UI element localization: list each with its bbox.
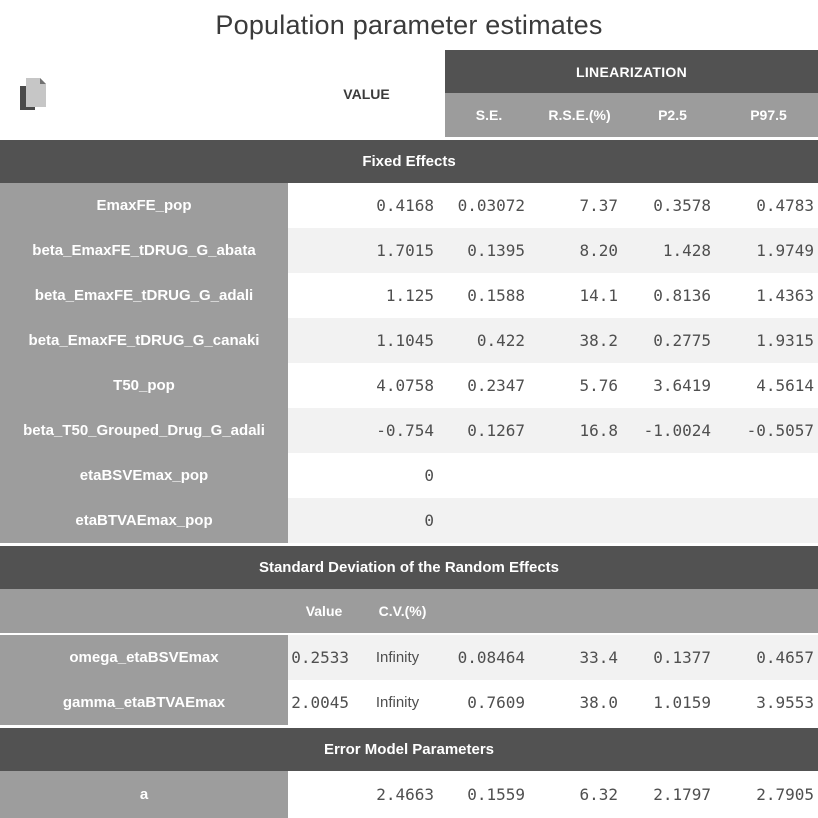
cell-se: 0.1559	[467, 785, 525, 804]
table-row	[0, 453, 818, 498]
cell-p975	[719, 498, 818, 543]
cell-p25	[626, 498, 719, 543]
cell-p25	[626, 453, 719, 498]
cell-value: 0.4168	[376, 196, 434, 215]
cell-p25: 0.8136	[653, 286, 711, 305]
cell-p25: 3.6419	[653, 376, 711, 395]
cell-p975: 0.4657	[756, 648, 814, 667]
cell-p25: 1.0159	[653, 693, 711, 712]
parameter-name: omega_etaBSVEmax	[0, 635, 288, 680]
cell-cv: Infinity	[375, 649, 420, 666]
cell-se: 0.7609	[467, 693, 525, 712]
cell-p25: -1.0024	[643, 421, 711, 440]
cell-se: 0.1267	[467, 421, 525, 440]
cell-p25: 0.2775	[653, 331, 711, 350]
table-row	[0, 498, 818, 543]
cell-p975: 3.9553	[756, 693, 814, 712]
cell-value: 0.2533	[291, 648, 349, 667]
title-bar	[0, 0, 818, 50]
cell-se: 0.03072	[457, 196, 525, 215]
table-row	[0, 408, 818, 453]
cell-se: 0.422	[476, 331, 525, 350]
column-header-p97.5: P97.5	[750, 107, 787, 123]
table-row	[0, 680, 818, 725]
cell-rse: 7.37	[579, 196, 618, 215]
table-row	[0, 771, 818, 818]
cell-rse	[533, 453, 626, 498]
column-header-r.s.e.: R.S.E.(%)	[548, 107, 611, 123]
cell-rse: 38.0	[579, 693, 618, 712]
parameter-name: beta_T50_Grouped_Drug_G_adali	[0, 408, 288, 453]
cell-value: 2.0045	[291, 693, 349, 712]
cell-se: 0.1395	[467, 241, 525, 260]
parameter-name: gamma_etaBTVAEmax	[0, 680, 288, 725]
column-header-value-sub: Value	[305, 603, 343, 619]
header-corner	[0, 50, 288, 137]
copy-icon-glyph	[18, 76, 48, 114]
cell-value: 1.7015	[376, 241, 434, 260]
subheader-spacer	[0, 589, 288, 633]
cell-p975: 1.9315	[756, 331, 814, 350]
cell-rse: 16.8	[579, 421, 618, 440]
cell-p25: 0.3578	[653, 196, 711, 215]
cell-cv: Infinity	[375, 694, 420, 711]
cell-p975: -0.5057	[746, 421, 814, 440]
cell-rse: 6.32	[579, 785, 618, 804]
cell-p975: 4.5614	[756, 376, 814, 395]
table-row	[0, 635, 818, 680]
cell-rse: 38.2	[579, 331, 618, 350]
cell-value: 2.4663	[376, 785, 434, 804]
table-row	[0, 363, 818, 408]
cell-p975: 1.4363	[756, 286, 814, 305]
table-body	[0, 137, 818, 818]
column-header-linearization: LINEARIZATION	[445, 50, 818, 93]
cell-p975	[719, 453, 818, 498]
parameter-name: beta_EmaxFE_tDRUG_G_abata	[0, 228, 288, 273]
table-row	[0, 318, 818, 363]
cell-value: 1.1045	[376, 331, 434, 350]
linearization-header-group	[445, 50, 818, 137]
table-row	[0, 183, 818, 228]
section-header: Fixed Effects	[0, 140, 818, 183]
column-header-value: VALUE	[288, 50, 445, 137]
cell-se	[445, 498, 533, 543]
parameter-name: etaBTVAEmax_pop	[0, 498, 288, 543]
parameter-name: etaBSVEmax_pop	[0, 453, 288, 498]
cell-se: 0.08464	[457, 648, 525, 667]
column-header-cv: C.V.(%)	[378, 603, 427, 619]
table-header	[0, 50, 818, 137]
cell-p975: 2.7905	[756, 785, 814, 804]
linearization-subcolumns	[445, 93, 818, 137]
section-header: Error Model Parameters	[0, 728, 818, 771]
column-header-p2.5: P2.5	[658, 107, 687, 123]
cell-rse: 8.20	[579, 241, 618, 260]
cell-se: 0.1588	[467, 286, 525, 305]
cell-rse: 33.4	[579, 648, 618, 667]
cell-rse: 5.76	[579, 376, 618, 395]
cell-rse	[533, 498, 626, 543]
cell-value: 0	[424, 466, 434, 485]
table-row	[0, 228, 818, 273]
parameter-name: beta_EmaxFE_tDRUG_G_canaki	[0, 318, 288, 363]
cell-value: 1.125	[385, 286, 434, 305]
parameter-name: T50_pop	[0, 363, 288, 408]
parameter-name: a	[0, 771, 288, 818]
cell-p975: 0.4783	[756, 196, 814, 215]
cell-se	[445, 453, 533, 498]
parameter-name: EmaxFE_pop	[0, 183, 288, 228]
section-header: Standard Deviation of the Random Effects	[0, 546, 818, 589]
column-header-s.e.: S.E.	[475, 107, 503, 123]
cell-rse: 14.1	[579, 286, 618, 305]
cell-p25: 2.1797	[653, 785, 711, 804]
cell-p975: 1.9749	[756, 241, 814, 260]
cell-value: 0	[424, 511, 434, 530]
cell-value: 4.0758	[376, 376, 434, 395]
table-row	[0, 273, 818, 318]
page-title: Population parameter estimates	[215, 9, 603, 40]
cell-se: 0.2347	[467, 376, 525, 395]
random-effects-subheader	[0, 589, 818, 633]
cell-p25: 0.1377	[653, 648, 711, 667]
cell-value: -0.754	[376, 421, 434, 440]
cell-p25: 1.428	[662, 241, 711, 260]
parameter-name: beta_EmaxFE_tDRUG_G_adali	[0, 273, 288, 318]
copy-icon[interactable]	[18, 76, 48, 114]
